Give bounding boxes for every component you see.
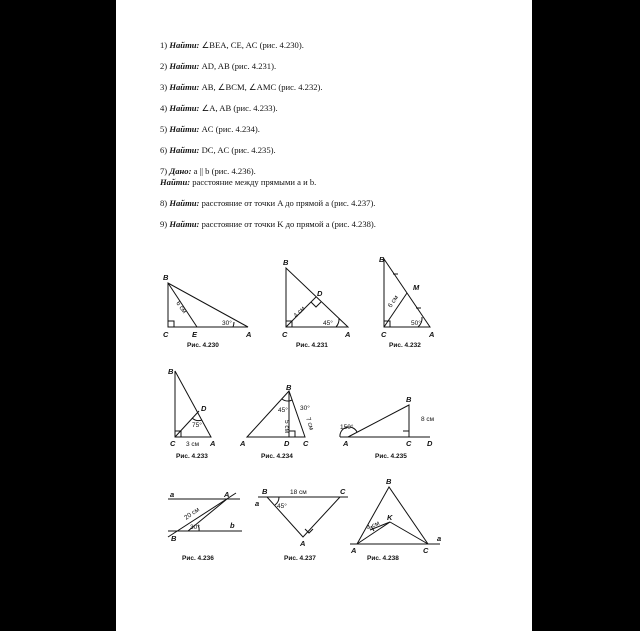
task-3: 3) Найти: AB, ∠BCM, ∠AMC (рис. 4.232).	[160, 82, 323, 92]
task-8: 8) Найти: расстояние от точки A до прямой a (рис. 4.237).	[160, 198, 376, 208]
fig235-label-a: A	[343, 439, 349, 448]
figure-4-232	[384, 259, 430, 327]
task-9: 9) Найти: расстояние от точки K до прямой a (рис. 4.238).	[160, 219, 376, 229]
fig238-label-c: C	[423, 546, 429, 555]
fig231-side: 4 см	[292, 305, 307, 320]
fig230-label-e: E	[192, 330, 198, 339]
task-1: 1) Найти: ∠BEA, CE, AC (рис. 4.230).	[160, 40, 304, 50]
fig237-label-a: A	[300, 539, 306, 548]
task-6: 6) Найти: DC, AC (рис. 4.235).	[160, 145, 276, 155]
fig238-side: 4 см	[365, 519, 381, 532]
fig231-label-a: A	[345, 330, 351, 339]
fig237-side: 18 см	[290, 489, 307, 496]
fig233-angle: 75°	[192, 422, 202, 429]
figure-4-237	[258, 497, 348, 537]
task-7-find: Найти: расстояние между прямыми a и b.	[160, 177, 317, 187]
fig234-angle-1: 45°	[278, 407, 288, 414]
fig237-angle: 45°	[277, 503, 287, 510]
task-2: 2) Найти: AD, AB (рис. 4.231).	[160, 61, 277, 71]
fig230-angle: 30°	[222, 320, 232, 327]
fig230-label-a: A	[246, 330, 252, 339]
fig235-label-b: B	[406, 395, 412, 404]
fig232-angle: 50°	[411, 320, 421, 327]
task-7: 7) Дано: a || b (рис. 4.236).	[160, 166, 256, 176]
fig236-label-a-line: a	[170, 490, 175, 499]
fig234-label-a: A	[240, 439, 246, 448]
fig237-label-a-line: a	[255, 499, 260, 508]
fig236-side: 20 см	[183, 506, 201, 522]
fig231-angle: 45°	[323, 320, 333, 327]
task-5: 5) Найти: AC (рис. 4.234).	[160, 124, 260, 134]
fig236-angle: 30°	[190, 524, 200, 531]
fig235-side: 8 см	[421, 416, 435, 423]
fig232-label-c: C	[381, 330, 387, 339]
fig234-label-b: B	[286, 383, 292, 392]
fig235-angle: 150°	[340, 424, 354, 431]
fig237-caption: Рис. 4.237	[284, 555, 316, 562]
fig236-label-b: B	[171, 534, 177, 543]
fig231-label-b: B	[283, 258, 289, 267]
fig230-side: 6 см	[174, 300, 188, 315]
fig234-label-c: C	[303, 439, 309, 448]
fig231-caption: Рис. 4.231	[296, 342, 328, 349]
fig234-label-d: D	[284, 439, 290, 448]
fig233-label-b: B	[168, 367, 174, 376]
fig233-label-c: C	[170, 439, 176, 448]
fig234-caption: Рис. 4.234	[261, 453, 293, 460]
fig233-caption: Рис. 4.233	[176, 453, 208, 460]
fig233-label-d: D	[201, 404, 207, 413]
fig237-label-c: C	[340, 487, 346, 496]
fig238-label-b: B	[386, 477, 392, 486]
fig237-label-b: B	[262, 487, 268, 496]
fig235-label-d: D	[427, 439, 433, 448]
fig238-caption: Рис. 4.238	[367, 555, 399, 562]
fig232-label-a: A	[429, 330, 435, 339]
fig230-label-b: B	[163, 273, 169, 282]
figure-4-235	[340, 405, 430, 437]
task-4: 4) Найти: ∠A, AB (рис. 4.233).	[160, 103, 278, 113]
fig235-caption: Рис. 4.235	[375, 453, 407, 460]
fig238-label-a-line: a	[437, 534, 442, 543]
fig231-label-d: D	[317, 289, 323, 298]
fig234-angle-2: 30°	[300, 405, 310, 412]
fig232-label-b: B	[379, 255, 385, 264]
fig238-label-k: K	[387, 513, 393, 522]
figure-4-238	[350, 487, 440, 544]
fig235-label-c: C	[406, 439, 412, 448]
fig238-label-a: A	[351, 546, 357, 555]
fig232-caption: Рис. 4.232	[389, 342, 421, 349]
fig232-label-m: M	[413, 283, 420, 292]
fig236-label-a: A	[224, 490, 230, 499]
fig232-side: 6 см	[386, 294, 401, 310]
fig234-side-1: 5 см	[283, 420, 290, 434]
figure-4-234	[247, 391, 305, 437]
fig236-label-b-line: b	[230, 521, 235, 530]
figure-4-236	[168, 493, 242, 537]
fig230-label-c: C	[163, 330, 169, 339]
fig234-side-2: 7 см	[304, 416, 315, 432]
fig233-label-a: A	[210, 439, 216, 448]
fig231-label-c: C	[282, 330, 288, 339]
fig236-caption: Рис. 4.236	[182, 555, 214, 562]
fig230-caption: Рис. 4.230	[187, 342, 219, 349]
fig233-side: 3 см	[186, 441, 200, 448]
